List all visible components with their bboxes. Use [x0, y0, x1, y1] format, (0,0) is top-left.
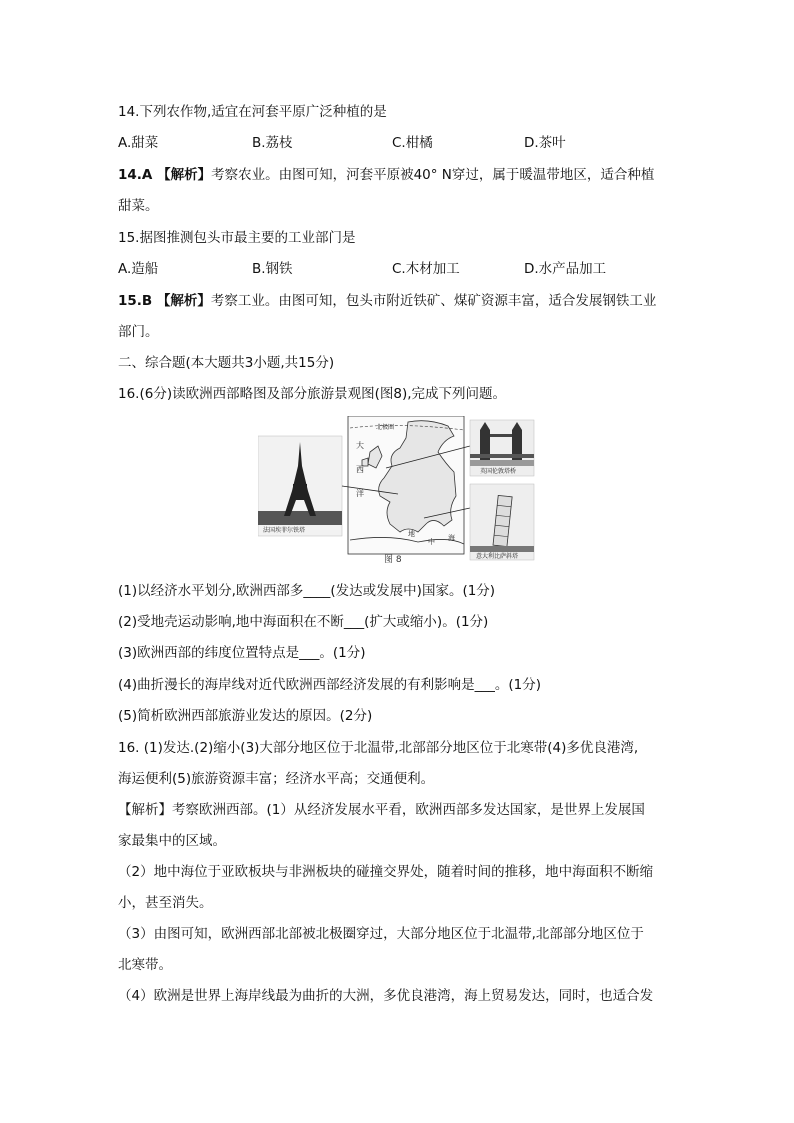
pisa-tower-photo [470, 484, 534, 560]
q14-option-a: A.甜菜 [118, 135, 159, 151]
q14-option-b: B.荔枝 [252, 135, 293, 151]
q16-analysis-5: （3）由图可知，欧洲西部北部被北极圈穿过，大部分地区位于北温带,北部部分地区位于 [118, 926, 644, 942]
q16-answer-line-1: 16. (1)发达.(2)缩小(3)大部分地区位于北温带,北部部分地区位于北寒带(4)多优良港湾, [118, 740, 639, 756]
q16-analysis-7: （4）欧洲是世界上海岸线最为曲折的大洲，多优良港湾，海上贸易发达，同时，也适合发 [118, 988, 654, 1004]
q16-answer-line-2: 海运便利(5)旅游资源丰富；经济水平高；交通便利。 [118, 771, 435, 787]
q16-subq-4: (4)曲折漫长的海岸线对近代欧洲西部经济发展的有利影响是___。(1分) [118, 677, 541, 693]
q15-option-d: D.水产品加工 [524, 261, 607, 277]
section-heading: 二、综合题(本大题共3小题,共15分) [118, 355, 335, 371]
figure-8-illustration [258, 416, 536, 564]
q14-answer [118, 165, 654, 185]
q15-answer-text: 考察工业。由图可知，包头市附近铁矿、煤矿资源丰富，适合发展钢铁工业 [210, 293, 657, 309]
q16-subq-3: (3)欧洲西部的纬度位置特点是___。(1分) [118, 645, 366, 661]
q16-analysis-4: 小，甚至消失。 [118, 895, 213, 911]
map-label-med-2: 中 [428, 538, 435, 546]
eiffel-caption: 法国埃菲尔铁塔 [263, 527, 306, 534]
figure-caption: 图 8 [384, 555, 402, 565]
q16-analysis-2: 家最集中的区域。 [118, 833, 226, 849]
q16-analysis-3: （2）地中海位于亚欧板块与非洲板块的碰撞交界处，随着时间的推移，地中海面积不断缩 [118, 864, 654, 880]
map-label-atlantic-2: 西 [356, 465, 364, 474]
q15-answer-label: 15.B 【解析】 [118, 293, 211, 309]
tower-bridge-caption: 英国伦敦塔桥 [480, 468, 517, 475]
q15-option-a: A.造船 [118, 261, 159, 277]
q14-answer-cont: 甜菜。 [118, 198, 159, 214]
q16-subq-1: (1)以经济水平划分,欧洲西部多____(发达或发展中)国家。(1分) [118, 583, 496, 599]
q14-option-d: D.茶叶 [524, 135, 566, 151]
q14-question: 14.下列农作物,适宜在河套平原广泛种植的是 [118, 104, 387, 120]
q14-option-c: C.柑橘 [392, 135, 433, 151]
q14-answer-text: 考察农业。由图可知，河套平原被40° N穿过，属于暖温带地区，适合种植 [211, 167, 655, 183]
figure-8 [258, 416, 536, 564]
q15-question: 15.据图推测包头市最主要的工业部门是 [118, 230, 356, 246]
map-label-med-1: 地 [408, 530, 415, 538]
map-label-med-3: 海 [448, 534, 455, 542]
q14-answer-label: 14.A 【解析】 [118, 167, 212, 183]
q15-option-b: B.钢铁 [252, 261, 293, 277]
q15-answer-cont: 部门。 [118, 324, 159, 340]
q16-intro: 16.(6分)读欧洲西部略图及部分旅游景观图(图8),完成下列问题。 [118, 386, 507, 402]
pisa-caption: 意大利比萨斜塔 [476, 553, 519, 560]
tower-bridge-photo [470, 420, 534, 476]
map-label-atlantic-3: 洋 [356, 489, 364, 498]
europe-map [342, 416, 470, 554]
q16-subq-5: (5)简析欧洲西部旅游业发达的原因。(2分) [118, 708, 373, 724]
q15-option-c: C.木材加工 [392, 261, 460, 277]
map-label-arctic-circle: 北极圈 [376, 424, 395, 431]
map-label-atlantic-1: 大 [356, 441, 364, 450]
q16-analysis-1: 【解析】考察欧洲西部。(1）从经济发展水平看，欧洲西部多发达国家，是世界上发展国 [118, 802, 645, 818]
q15-answer [118, 291, 656, 311]
q16-subq-2: (2)受地壳运动影响,地中海面积在不断___(扩大或缩小)。(1分) [118, 614, 489, 630]
q16-analysis-6: 北寒带。 [118, 957, 172, 973]
eiffel-tower-photo [258, 436, 342, 536]
